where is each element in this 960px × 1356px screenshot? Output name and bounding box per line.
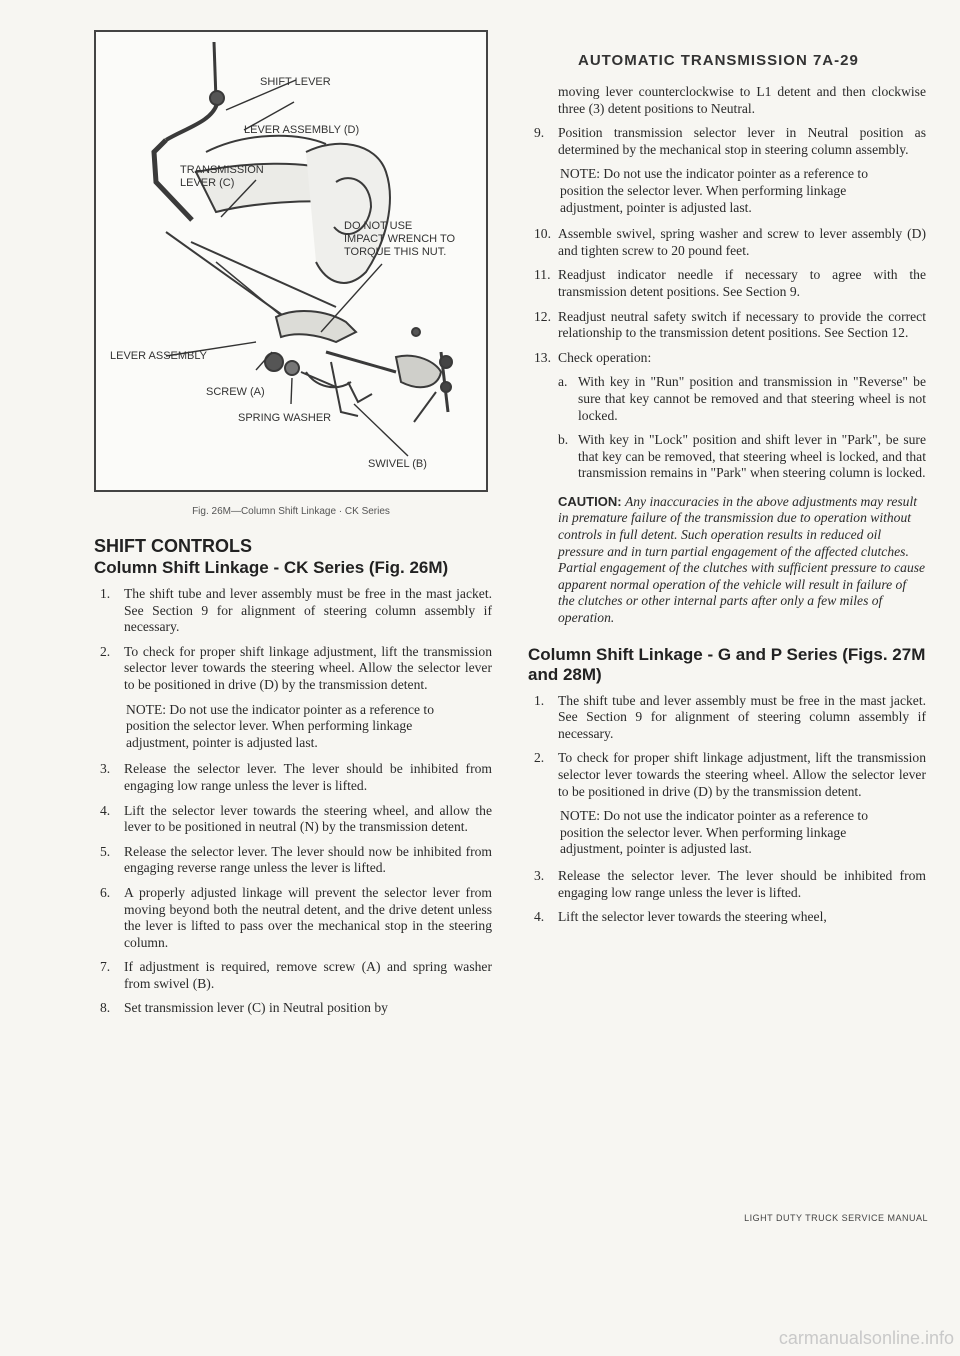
caution-block — [528, 494, 926, 627]
label-screw-a: SCREW (A) — [206, 386, 265, 398]
list-item: 5. Release the selector lever. The lever should now be inhibited from engaging reverse range unless the lever is lifted. — [100, 843, 492, 876]
list-item: 1. The shift tube and lever assembly must be free in the mast jacket. See Section 9 for alignment of steering column assembly if necessary. — [534, 692, 926, 741]
list-item: 12. Readjust neutral safety switch if necessary to provide the correct relationship to the transmission detent positions. See Section 12. — [534, 308, 926, 341]
list-item: 4. Lift the selector lever towards the steering wheel, — [534, 909, 827, 925]
list-item: 7. If adjustment is required, remove screw (A) and spring washer from swivel (B). — [100, 959, 492, 991]
label-spring-washer: SPRING WASHER — [238, 412, 332, 424]
list-item: 2. To check for proper shift linkage adjustment, lift the transmission selector lever towards the steering wheel. Allow the selector lever to be positioned in drive (D) by the transmission detent. — [534, 750, 926, 799]
section-title: SHIFT CONTROLS — [94, 536, 252, 556]
sub-item: b. With key in "Lock" position and shift lever in "Park", be sure that key can be removed, that steering wheel is locked, and that transmission remains in "Park" when steering column is locked. — [558, 432, 926, 481]
note: NOTE: Do not use the indicator pointer as a reference to position the selector lever. When performing linkage adjustment, pointer is adjusted last. — [126, 701, 435, 750]
page-header: AUTOMATIC TRANSMISSION 7A-29 — [578, 52, 859, 69]
continued-text: moving lever counterclockwise to L1 detent and then clockwise three (3) detent positions to Neutral. — [558, 84, 926, 116]
list-item: 6. A properly adjusted linkage will prevent the selector lever from moving beyond both the neutral detent, and the drive detent unless the lever is lifted to pass over the mechanical stop in the steering column. — [100, 884, 492, 950]
label-transmission-lever-c: LEVER (C) — [180, 177, 235, 189]
figure-26m — [94, 30, 488, 492]
subsection-title-ck: Column Shift Linkage - CK Series (Fig. 26M) — [94, 558, 449, 577]
list-item: 8. Set transmission lever (C) in Neutral position by — [100, 1000, 388, 1016]
right-column — [528, 84, 926, 934]
list-item: 1. The shift tube and lever assembly must be free in the mast jacket. See Section 9 for alignment of steering column assembly if necessary. — [100, 586, 492, 635]
label-transmission: TRANSMISSION — [180, 164, 264, 176]
label-lever-assembly-d: LEVER ASSEMBLY (D) — [244, 124, 360, 136]
label-lever-assembly: LEVER ASSEMBLY — [110, 350, 208, 362]
list-item: 3. Release the selector lever. The lever should be inhibited from engaging low range unless the lever is lifted. — [100, 761, 492, 793]
list-item: 13. Check operation: — [534, 349, 652, 365]
list-item: 9. Position transmission selector lever in Neutral position as determined by the mechanical stop in steering column assembly. — [534, 125, 926, 157]
label-swivel-b: SWIVEL (B) — [368, 458, 427, 470]
list-item: 11. Readjust indicator needle if necessary to agree with the transmission detent positions. See Section 9. — [534, 267, 926, 299]
list-item: 10. Assemble swivel, spring washer and screw to lever assembly (D) and tighten screw to 20 pound feet. — [534, 226, 926, 258]
list-item: 3. Release the selector lever. The lever should be inhibited from engaging low range unless the lever is lifted. — [534, 867, 926, 900]
subsection-title-gp: Column Shift Linkage - G and P Series (Figs. 27M and 28M) — [528, 644, 926, 684]
label-impact-wrench: IMPACT WRENCH TO — [344, 233, 456, 245]
label-shift-lever: SHIFT LEVER — [260, 76, 331, 88]
note: NOTE: Do not use the indicator pointer as a reference to position the selector lever. When performing linkage adjustment, pointer is adjusted last. — [560, 808, 869, 857]
left-column — [94, 536, 492, 1025]
sub-item: a. With key in "Run" position and transmission in "Reverse" be sure that key cannot be removed and that steering wheel is not locked. — [558, 374, 926, 423]
caution-text: Any inaccuracies in the above adjustments may result in premature failure of the transmission due to operation without controls in full detent. Such operation results in reduced oil pressure and in turn partial engagement of the affected clutches. Partial engagement of the clutches with sufficient pressure to cause apparent normal operation of the vehicle will result in failure of the clutches or other internal parts after only a few miles of operation. — [558, 493, 926, 626]
caution-label: CAUTION: — [558, 493, 622, 509]
label-do-not-use: DO NOT USE — [344, 220, 413, 232]
list-item: 4. Lift the selector lever towards the steering wheel, and allow the lever to be positioned in neutral (N) by the transmission detent. — [100, 802, 492, 835]
footer-manual-title: LIGHT DUTY TRUCK SERVICE MANUAL — [744, 1213, 928, 1223]
list-item: 2. To check for proper shift linkage adjustment, lift the transmission selector lever towards the steering wheel. Allow the selector lever to be positioned in drive (D) by the transmission detent. — [100, 643, 492, 692]
watermark[interactable]: carmanualsonline.info — [778, 1328, 954, 1348]
note: NOTE: Do not use the indicator pointer as a reference to position the selector lever. When performing linkage adjustment, pointer is adjusted last. — [560, 166, 869, 215]
figure-caption: Fig. 26M—Column Shift Linkage · CK Series — [192, 506, 390, 517]
label-torque-nut: TORQUE THIS NUT. — [344, 246, 447, 258]
